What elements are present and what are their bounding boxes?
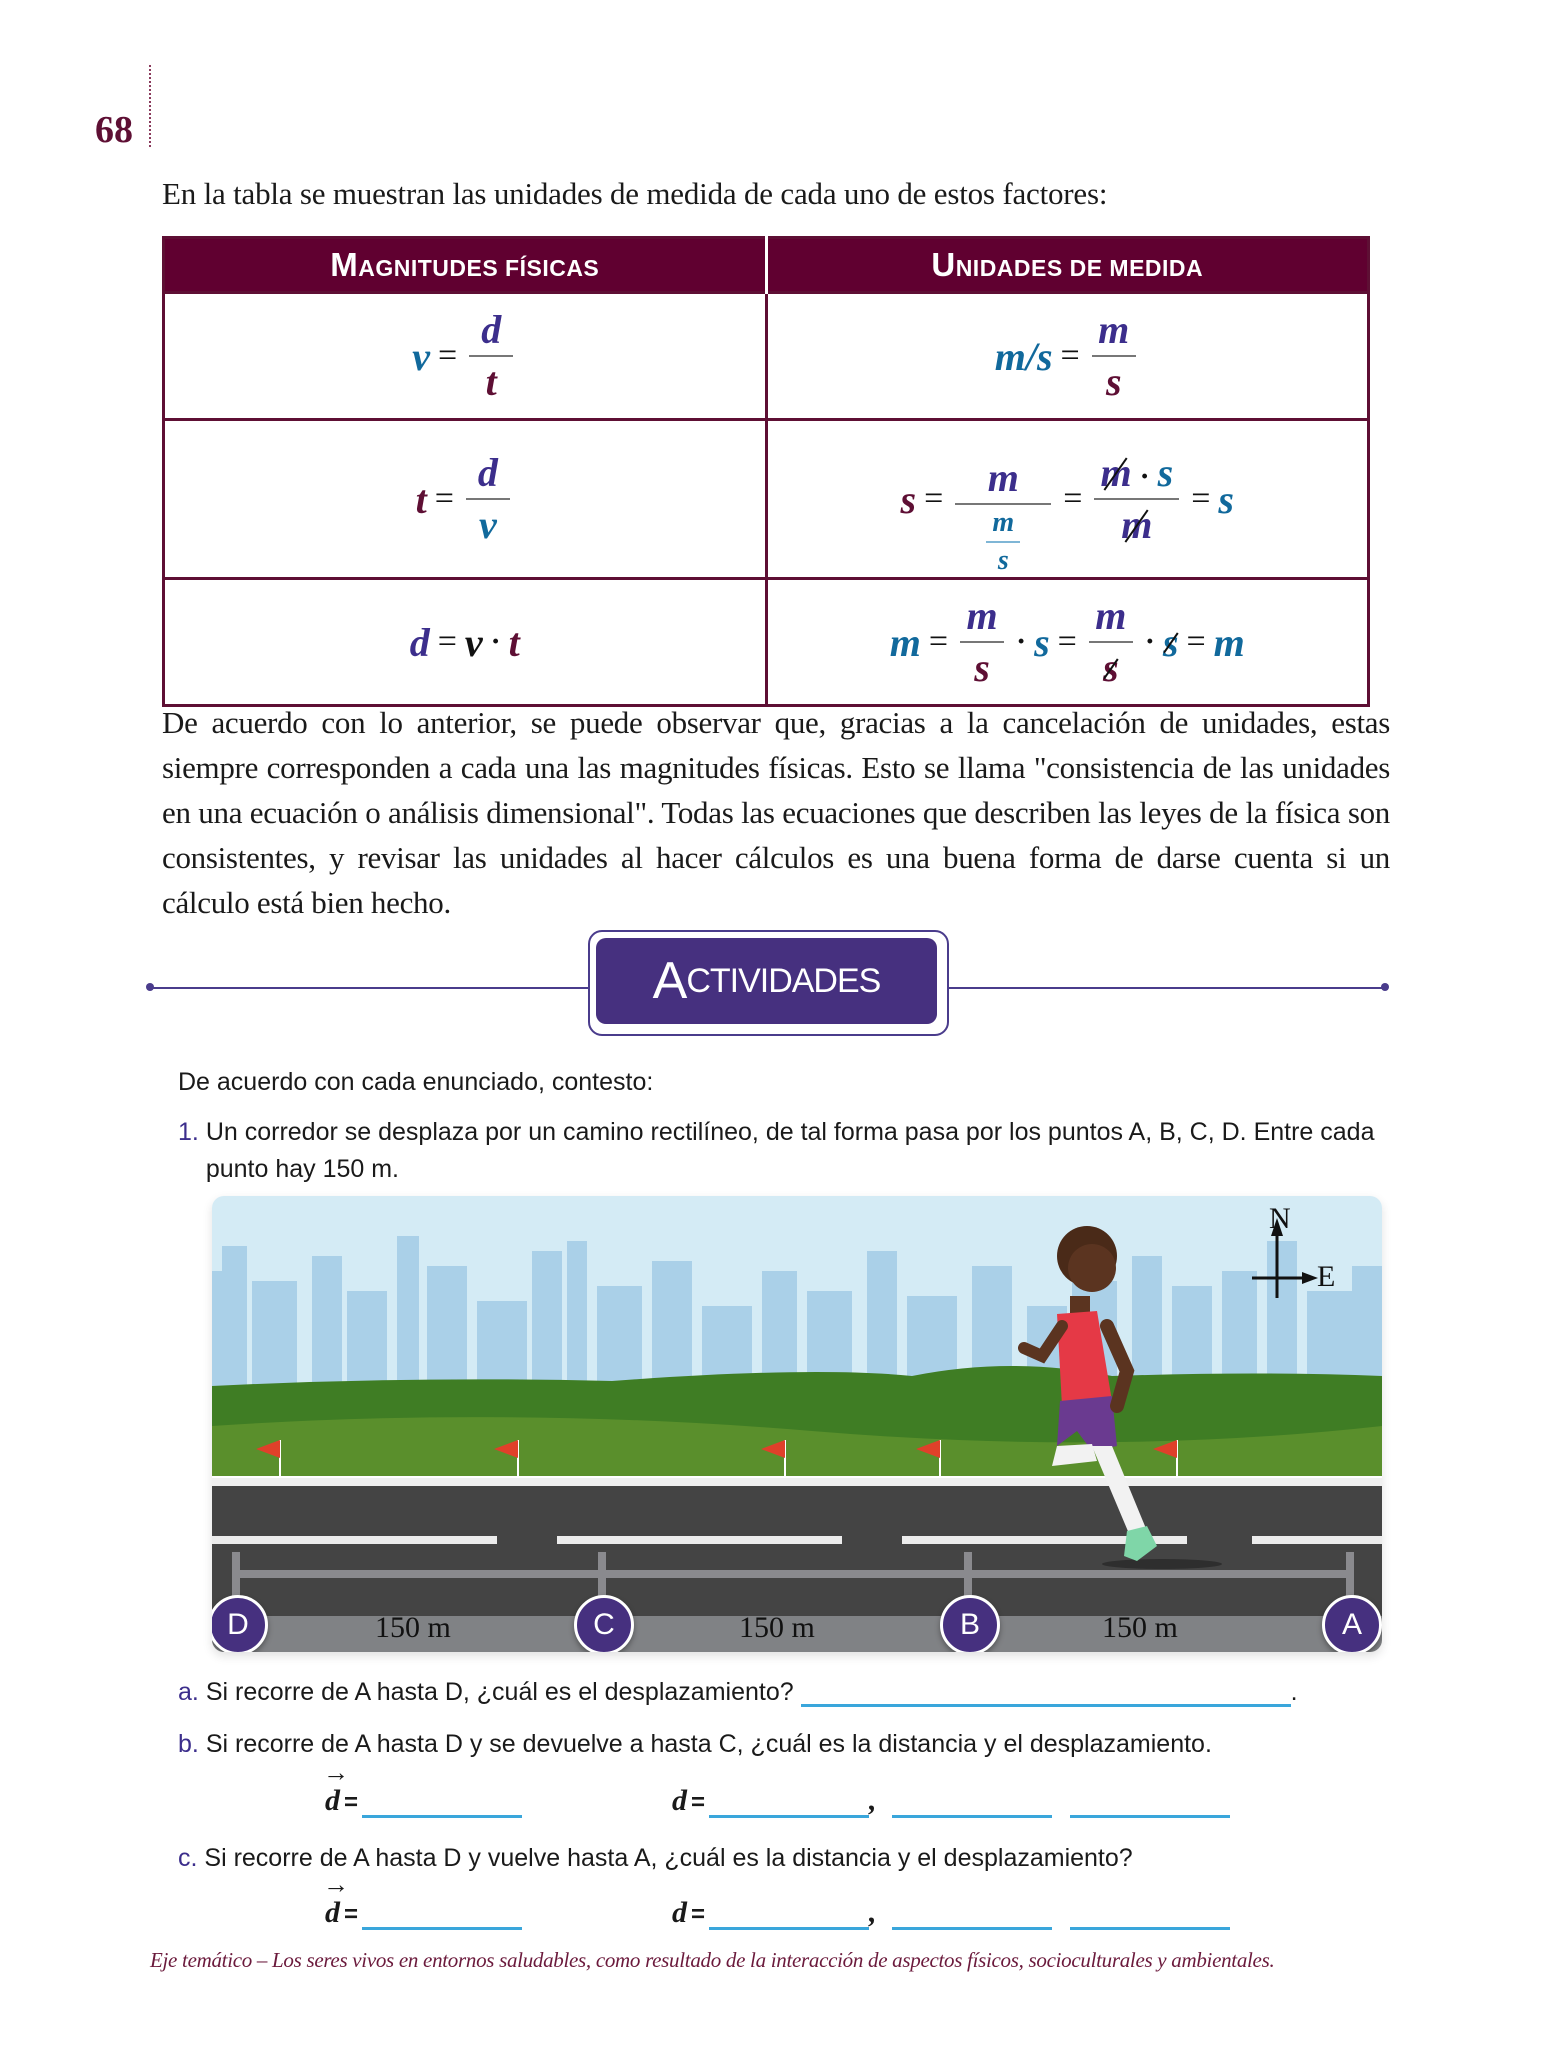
footer-thematic-axis: Eje temático – Los seres vivos en entornos saludables, como resultado de la interacción de aspectos físicos, socioculturales y ambientales. xyxy=(150,1948,1275,1972)
distance-units: m = $\frac{m}{s}$ · s = $\frac{m}{s}$ · s = m xyxy=(766,579,1369,706)
page-number: 68 xyxy=(95,109,133,151)
point-d: D xyxy=(212,1595,268,1652)
distance-formula: d = v · t xyxy=(164,579,767,706)
question-1 xyxy=(178,1114,1398,1188)
answer-b-displacement: → d = xyxy=(325,1784,522,1818)
time-formula: t = $\frac{d}{v}$ xyxy=(164,420,767,579)
answer-c-distance: d = , xyxy=(672,1896,1230,1930)
answer-c-distance-blank-2[interactable] xyxy=(892,1901,1052,1930)
intro-text: En la tabla se muestran las unidades de medida de cada uno de estos factores: xyxy=(162,176,1108,211)
answer-c-distance-blank-3[interactable] xyxy=(1070,1901,1230,1930)
answer-b-distance: d = , xyxy=(672,1784,1230,1818)
units-table xyxy=(162,236,1370,707)
activities-instruction: De acuerdo con cada enunciado, contesto: xyxy=(178,1068,654,1096)
point-a: A xyxy=(1322,1595,1382,1652)
velocity-formula: v = $\frac{d}{t}$ xyxy=(164,293,767,420)
question-b: b. Si recorre de A hasta D y se devuelve a hasta C, ¿cuál es la distancia y el desplazamiento. xyxy=(178,1730,1212,1758)
explanation-paragraph: De acuerdo con lo anterior, se puede observar que, gracias a la cancelación de unidades, estas siempre corresponden a cada una las magnitudes físicas. Esto se llama "consistencia de las unidades en una ecuación o análisis dimensional". Todas las ecuaciones que describen las leyes de la física son consistentes, y revisar las unidades al hacer cálculos es una buena forma de darse cuenta si un cálculo está bien hecho. xyxy=(162,705,1390,920)
runner-illustration xyxy=(212,1196,1382,1652)
answer-b-displacement-blank[interactable] xyxy=(362,1789,522,1818)
table-header-row xyxy=(164,238,1369,293)
segment-cb-label: 150 m xyxy=(739,1611,815,1644)
table-row xyxy=(164,420,1369,579)
segment-ba-label: 150 m xyxy=(1102,1611,1178,1644)
answer-b-distance-blank-3[interactable] xyxy=(1070,1789,1230,1818)
banner-left-line xyxy=(150,987,590,989)
time-units: s = $\frac{m}{\frac{m}{s}}$ = $\frac{m \cdot s}{m}$ = s xyxy=(766,420,1369,579)
answer-c-displacement: → d = xyxy=(325,1896,522,1930)
answer-a-blank[interactable] xyxy=(801,1680,1291,1707)
banner-right-dot xyxy=(1381,983,1389,991)
answer-b-distance-blank-1[interactable] xyxy=(709,1789,869,1818)
question-1-number: 1. xyxy=(178,1118,199,1146)
answer-b-distance-blank-2[interactable] xyxy=(892,1789,1052,1818)
point-c: C xyxy=(574,1595,634,1652)
header-units: UNIDADES DE MEDIDA xyxy=(766,238,1369,293)
point-b: B xyxy=(940,1595,1000,1652)
answer-c-distance-blank-1[interactable] xyxy=(709,1901,869,1930)
question-a: a. Si recorre de A hasta D, ¿cuál es el desplazamiento? . xyxy=(178,1678,1298,1706)
table-row xyxy=(164,293,1369,420)
page-number-divider xyxy=(149,65,151,147)
segment-dc-label: 150 m xyxy=(375,1611,451,1644)
table-row xyxy=(164,579,1369,706)
compass-east-label: E xyxy=(1317,1260,1336,1293)
velocity-units: m/s = $\frac{m}{s}$ xyxy=(766,293,1369,420)
activities-banner: A CTIVIDADES xyxy=(596,938,937,1024)
answer-c-displacement-blank[interactable] xyxy=(362,1901,522,1930)
displacement-vector-symbol: → d xyxy=(325,1784,340,1818)
scene-graphic xyxy=(212,1196,1382,1652)
banner-right-line xyxy=(945,987,1385,989)
displacement-vector-symbol: → d xyxy=(325,1896,340,1930)
header-physical-magnitudes: MAGNITUDES FÍSICAS xyxy=(164,238,767,293)
question-c: c. Si recorre de A hasta D y vuelve hasta A, ¿cuál es la distancia y el desplazamiento? xyxy=(178,1844,1133,1872)
question-1-text: Un corredor se desplaza por un camino rectilíneo, de tal forma pasa por los puntos A, B, C, D. Entre cada punto hay 150 m. xyxy=(205,1118,1375,1183)
compass-north-label: N xyxy=(1269,1202,1291,1235)
